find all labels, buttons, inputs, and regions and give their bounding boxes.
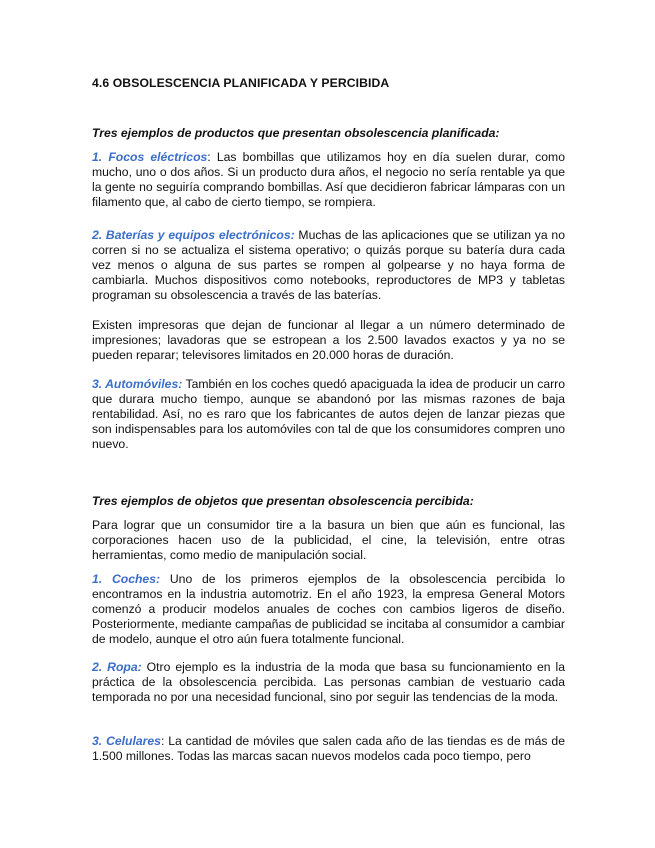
perceived-item-coches-label: 1. Coches: [92,572,161,586]
perceived-item-celulares-text: : La cantidad de móviles que salen cada año de las tiendas es de más de 1.500 millones. Todas las marcas sacan nuevos modelos cada poco tiempo, pero [92,734,565,764]
planned-item-automoviles [92,377,565,452]
planned-item-baterias-label: 2. Baterías y equipos electrónicos: [92,228,295,242]
planned-item-baterias-text: Muchas de las aplicaciones que se utilizan ya no corren si no se actualiza el sistema operativo; o quizás porque su batería dura cada vez menos o alguna de sus partes se rompen al golpearse y no haya forma de cambiarla. Muchos dispositivos como notebooks, reproductores de MP3 y tabletas programan su obsolescencia a través de las baterías. [92,228,565,303]
planned-item-focos-label: 1. Focos eléctricos [92,150,208,164]
perceived-item-ropa-text: Otro ejemplo es la industria de la moda que basa su funcionamiento en la práctica de la obsolescencia percibida. Las personas cambian de vestuario cada temporada no por una necesidad funcional, sino por seguir las tendencias de la moda. [92,660,566,705]
planned-item-baterias [92,228,565,303]
planned-heading: Tres ejemplos de productos que presentan obsolescencia planificada: [92,126,500,140]
perceived-item-celulares [92,734,565,764]
perceived-item-coches [92,572,565,647]
planned-item-automoviles-label: 3. Automóviles: [92,377,183,391]
section-title: 4.6 OBSOLESCENCIA PLANIFICADA Y PERCIBIDA [92,76,390,90]
planned-item-focos [92,150,565,210]
planned-printers-paragraph: Existen impresoras que dejan de funcionar al llegar a un número determinado de impresiones; lavadoras que se estropean a los 2.500 lavados exactos y ya no se pueden reparar; televisores limitados en 20.000 horas de duración. [92,318,565,363]
planned-item-focos-text: : Las bombillas que utilizamos hoy en día suelen durar, como mucho, uno o dos años. Si un producto dura años, el negocio no sería rentable ya que la gente no seguiría comprando bombillas. Así que decidieron fabricar lámparas con un filamento que, al cabo de cierto tiempo, se rompiera. [92,150,565,210]
planned-item-automoviles-text: También en los coches quedó apaciguada la idea de producir un carro que durara mucho tiempo, aunque se abandonó por las mismas razones de baja rentabilidad. Así, no es raro que los fabricantes de autos dejen de lanzar piezas que son indispensables para los automóviles con tal de que los consumidores compren uno nuevo. [92,377,565,452]
perceived-heading: Tres ejemplos de objetos que presentan obsolescencia percibida: [92,494,474,508]
perceived-item-ropa-label: 2. Ropa: [92,660,142,674]
perceived-intro: Para lograr que un consumidor tire a la basura un bien que aún es funcional, las corporaciones hacen uso de la publicidad, el cine, la televisión, entre otras herramientas, como medio de manipulación social. [92,518,565,563]
perceived-item-ropa [92,660,565,705]
perceived-item-coches-text: Uno de los primeros ejemplos de la obsolescencia percibida lo encontramos en la industria automotriz. En el año 1923, la empresa General Motors comenzó a producir modelos anuales de coches con cambios ligeros de diseño. Posteriormente, mediante campañas de publicidad se incitaba al consumidor a cambiar de modelo, aunque el otro aún fuera totalmente funcional. [92,572,565,647]
perceived-item-celulares-label: 3. Celulares [92,734,161,748]
